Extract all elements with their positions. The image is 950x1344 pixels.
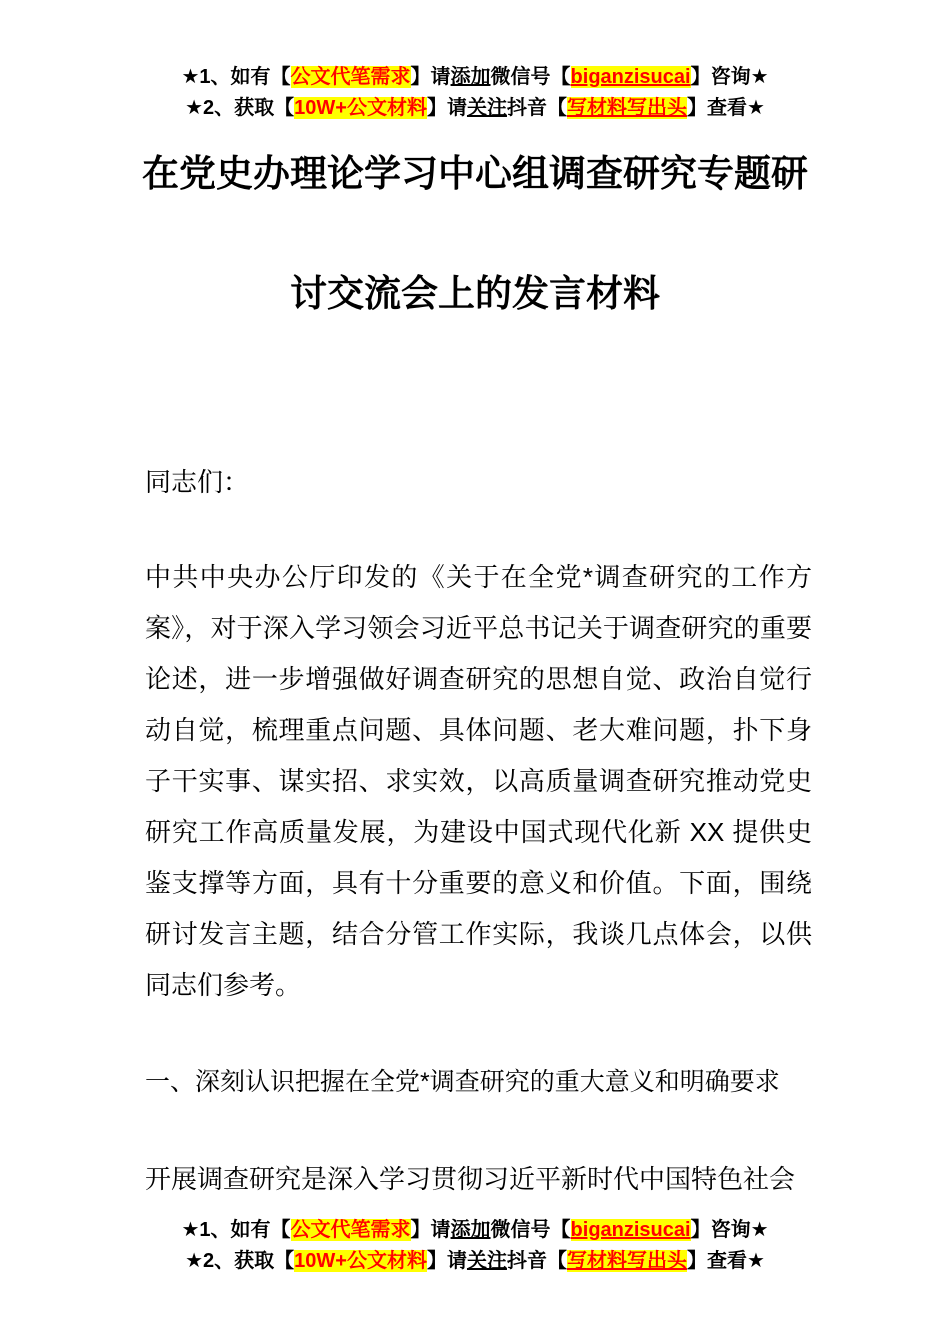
promo1-suffix: 】咨询★	[690, 66, 769, 88]
salutation: 同志们：	[145, 467, 250, 497]
promo1-underlined-add: 添加	[450, 66, 491, 88]
promo-banner-top	[0, 62, 950, 124]
paragraph-opening: 开展调查研究是深入学习贯彻习近平新时代中国特色社会	[145, 1164, 796, 1194]
promo2-douyin-id: 写材料写出头	[566, 97, 687, 119]
promo2-underlined-follow: 关注	[466, 1250, 507, 1272]
document-body	[145, 457, 812, 1205]
promo2-prefix: ★2、获取【	[185, 1250, 295, 1272]
promo1-wechat-id: biganzisucai	[570, 66, 691, 88]
promo1-wechat-id: biganzisucai	[570, 1219, 691, 1241]
promo1-highlight-service: 公文代笔需求	[290, 66, 411, 88]
section-heading-1: 一、深刻认识把握在全党*调查研究的重大意义和明确要求	[145, 1068, 780, 1096]
promo1-mid1: 】请	[410, 66, 451, 88]
promo2-suffix: 】查看★	[686, 97, 765, 119]
promo2-mid1: 】请	[426, 1250, 467, 1272]
promo2-mid2: 抖音【	[506, 1250, 567, 1272]
document-title-line-2: 讨交流会上的发言材料	[290, 273, 660, 314]
paragraph-intro: 中共中央办公厅印发的《关于在全党*调查研究的工作方案》，对于深入学习领会习近平总书记关于调查研究的重要论述，进一步增强做好调查研究的思想自觉、政治自觉行动自觉，梳理重点问题、具体问题、老大难问题，扑下身子干实事、谋实招、求实效，以高质量调查研究推动党史研究工作高质量发展，为建设中国式现代化新 XX 提供史鉴支撑等方面，具有十分重要的意义和价值。下面，围绕研讨发言主题，结合分管工作实际，我谈几点体会，以供同志们参考。	[145, 562, 812, 1000]
promo2-douyin-id: 写材料写出头	[566, 1250, 687, 1272]
promo-line-2	[0, 93, 950, 124]
promo-line-1	[0, 62, 950, 93]
promo2-underlined-follow: 关注	[466, 97, 507, 119]
promo1-highlight-service: 公文代笔需求	[290, 1219, 411, 1241]
promo-banner-bottom	[0, 1215, 950, 1277]
promo1-mid1: 】请	[410, 1219, 451, 1241]
promo1-prefix: ★1、如有【	[181, 66, 291, 88]
promo2-prefix: ★2、获取【	[185, 97, 295, 119]
promo1-prefix: ★1、如有【	[181, 1219, 291, 1241]
promo2-suffix: 】查看★	[686, 1250, 765, 1272]
promo2-highlight-materials: 10W+公文材料	[294, 97, 427, 119]
promo2-mid2: 抖音【	[506, 97, 567, 119]
document-title	[70, 150, 880, 318]
promo1-mid2: 微信号【	[490, 66, 571, 88]
document-title-line-1: 在党史办理论学习中心组调查研究专题研	[142, 153, 808, 194]
promo-line-2	[0, 1246, 950, 1277]
promo1-suffix: 】咨询★	[690, 1219, 769, 1241]
promo-line-1	[0, 1215, 950, 1246]
promo1-mid2: 微信号【	[490, 1219, 571, 1241]
promo2-highlight-materials: 10W+公文材料	[294, 1250, 427, 1272]
promo1-underlined-add: 添加	[450, 1219, 491, 1241]
promo2-mid1: 】请	[426, 97, 467, 119]
